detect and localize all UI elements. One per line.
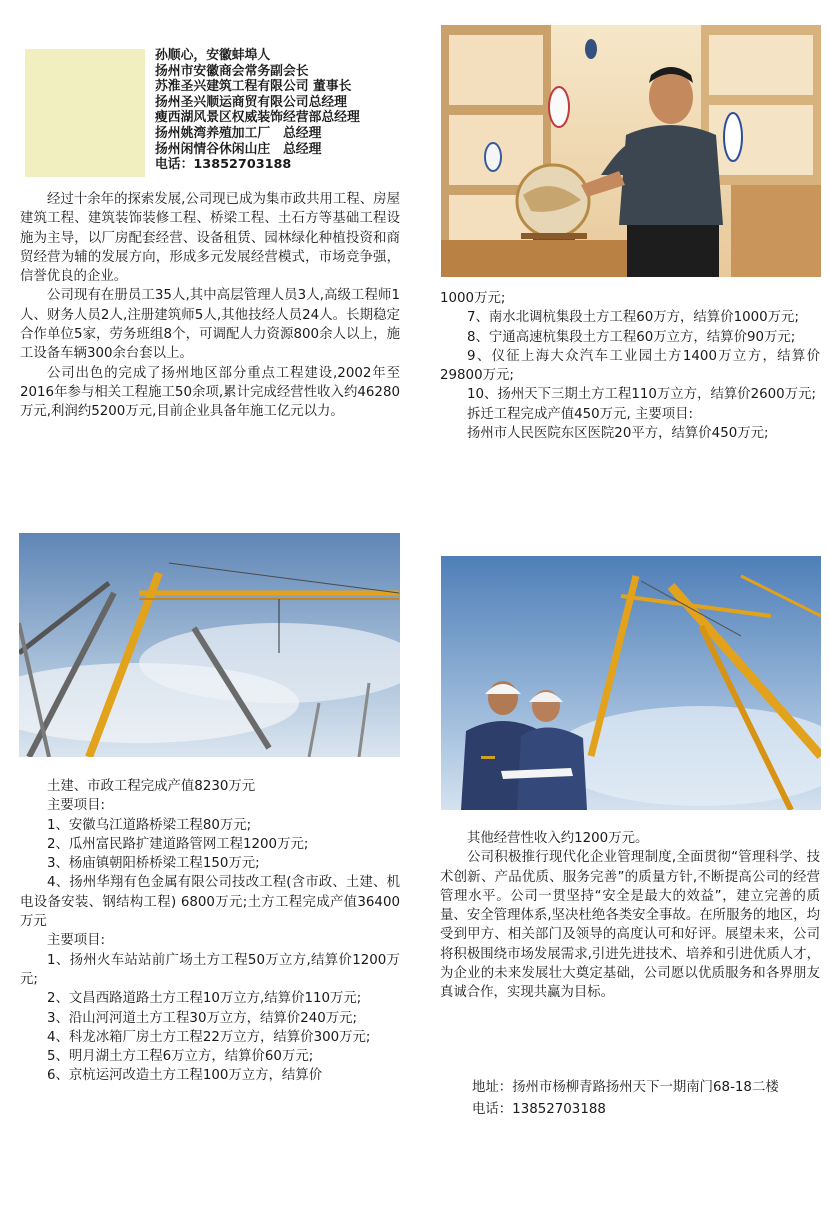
phone-value: 13852703188 <box>512 1102 606 1117</box>
address-row <box>472 1078 817 1098</box>
profile-line: 扬州姚湾养殖加工厂 总经理 <box>155 125 322 141</box>
project-line: 5、明月湖土方工程6万立方，结算价60万元; <box>47 1049 314 1065</box>
address-value: 扬州市杨柳青路扬州天下一期南门68-18二楼 <box>512 1080 779 1095</box>
intro-paragraph: 经过十余年的探索发展,公司现已成为集市政共用工程、房屋建筑工程、建筑装饰装修工程、桥梁工程、土石方等基础工程设施为主导，以厂房配套经营、设备租赁、园林绿化种植投资和商贸经营为辅的发展方向，形成多元发展经营模式，市场竞争强，信誉优良的企业。 <box>20 192 400 285</box>
project-line: 3、沿山河河道土方工程30万立方，结算价240万元; <box>47 1010 358 1026</box>
project-line: 4、科龙冰箱厂房土方工程22万立方，结算价300万元; <box>47 1029 371 1045</box>
project-line: 1000万元; <box>440 291 506 306</box>
project-line: 7、南水北调杭集段土方工程60万方，结算价1000万元; <box>467 310 799 326</box>
profile-line: 瘦西湖风景区权威装饰经营部总经理 <box>155 110 360 126</box>
project-line: 8、宁通高速杭集段土方工程60万立方，结算价90万元; <box>467 329 796 345</box>
project-line: 2、文昌西路道路土方工程10万立方,结算价110万元; <box>47 991 362 1007</box>
project-line: 6、京杭运河改造土方工程100万立方，结算价 <box>47 1068 323 1084</box>
project-line: 3、杨庙镇朝阳桥桥梁工程150万元; <box>47 856 260 872</box>
project-line: 土建、市政工程完成产值8230万元 <box>47 779 256 794</box>
workers-photo-graphic <box>441 556 821 810</box>
project-line: 9、仪征上海大众汽车工业园土方1400万立方，结算价29800万元; <box>440 348 820 384</box>
project-line: 4、扬州华翔有色金属有限公司技改工程(含市政、土建、机电设备安装、钢结构工程) 6800万元;土方工程完成产值36400万元 <box>20 875 400 930</box>
phone-label: 电话： <box>472 1102 513 1117</box>
cranes-photo <box>19 533 400 757</box>
profile-line: 苏淮圣兴建筑工程有限公司 董事长 <box>155 79 352 95</box>
closing-paragraph: 其他经营性收入约1200万元。 <box>467 831 649 846</box>
portrait-placeholder <box>25 49 145 177</box>
intro-text <box>20 190 400 422</box>
intro-paragraph: 公司现有在册员工35人,其中高层管理人员3人,高级工程师1人、财务人员2人,注册建筑师5人,其他技经人员24人。长期稳定合作单位5家，劳务班组8个，可调配人力资源800余人以上，施工设备车辆300余台套以上。 <box>20 288 400 362</box>
project-line: 扬州市人民医院东区医院20平方，结算价450万元; <box>467 426 769 442</box>
projects-text <box>20 777 400 1086</box>
closing-text <box>440 829 820 1003</box>
project-line: 10、扬州天下三期土方工程110万立方，结算价2600万元; <box>467 387 816 403</box>
profile-line: 扬州圣兴顺运商贸有限公司总经理 <box>155 94 347 110</box>
project-line: 主要项目: <box>47 933 106 949</box>
closing-paragraph: 公司积极推行现代化企业管理制度,全面贯彻“管理科学、技术创新、产品优质、服务完善”的质量方针,不断提高公司的经营管理水平。公司一贯坚持“安全是最大的效益”，建立完善的质量、安全管理体系,坚决杜绝各类安全事故。在所服务的地区，均受到甲方、相关部门及领导的高度认可和好评。展望未来，公司将积极围绕市场发展需求,引进先进技术、培养和引进优质人才，为企业的未来发展壮大奠定基础，公司愿以优质服务和各界朋友真诚合作，实现共赢为目标。 <box>440 850 820 1001</box>
cranes-photo-graphic <box>19 533 400 757</box>
office-photo <box>441 25 821 277</box>
project-line: 主要项目: <box>47 798 106 814</box>
profile-line: 扬州闲情谷休闲山庄 总经理 <box>155 141 322 157</box>
profile-line: 扬州市安徽商会常务副会长 <box>155 63 309 79</box>
office-photo-graphic <box>441 25 821 277</box>
project-line: 2、瓜州富民路扩建道路管网工程1200万元; <box>47 836 309 852</box>
address-label: 地址： <box>472 1080 513 1095</box>
continued-projects-text <box>440 289 820 443</box>
contact-block <box>472 1078 817 1120</box>
intro-paragraph: 公司出色的完成了扬州地区部分重点工程建设,2002年至2016年参与相关工程施工50余项,累计完成经营性收入约46280万元,利润约5200万元,目前企业具备年施工亿元以力。 <box>20 365 400 420</box>
workers-photo <box>441 556 821 810</box>
profile-line: 孙顺心，安徽蚌埠人 <box>155 48 271 63</box>
profile-line: 电话：13852703188 <box>155 157 292 173</box>
project-line: 1、扬州火车站站前广场土方工程50万立方,结算价1200万元; <box>20 952 400 987</box>
phone-row <box>472 1100 817 1120</box>
project-line: 1、安徽乌江道路桥梁工程80万元; <box>47 817 252 833</box>
profile-block <box>155 48 415 173</box>
project-line: 拆迁工程完成产值450万元, 主要项目: <box>467 406 694 422</box>
